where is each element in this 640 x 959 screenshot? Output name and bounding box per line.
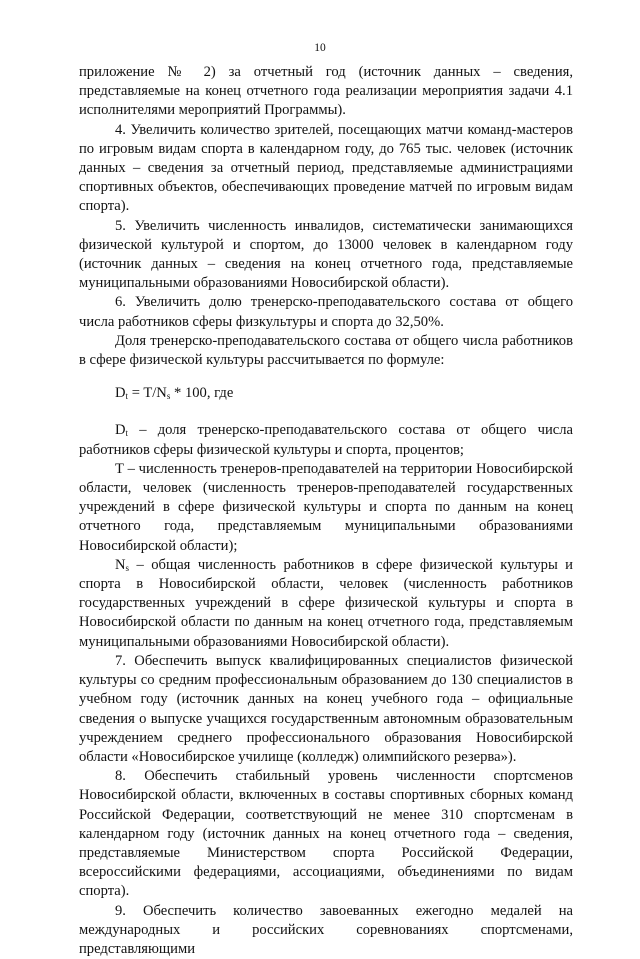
formula-d-subscript: t bbox=[125, 391, 129, 402]
definition-n-text: – общая численность работников в сфере физической культуры и спорта в Новосибирской области, человек (численность работников государственных учреждений в сфере физической культуры и спорта в Новосибирской области по данным на конец отчетного года, представляемым муниципальными образованиями Новосибирской области). bbox=[79, 556, 573, 650]
paragraph-definition-d bbox=[79, 421, 573, 459]
document-body bbox=[79, 0, 573, 959]
var-d: D bbox=[115, 422, 126, 439]
paragraph-item-9: 9. Обеспечить количество завоеванных ежегодно медалей на международных и российских соревнованиях спортсменами, представляющими bbox=[79, 902, 573, 957]
paragraph-item-5: 5. Увеличить численность инвалидов, систематически занимающихся физической культурой и спортом, до 13000 человек в календарном году (источник данных – сведения на конец отчетного года, представляемые муниципальными образованиями Новосибирской области). bbox=[79, 217, 573, 292]
formula-n-subscript: s bbox=[166, 391, 171, 402]
paragraph-item-7: 7. Обеспечить выпуск квалифицированных специалистов физической культуры со средним профессиональным образованием до 130 специалистов в учебном году (источник данных на конец учебного года – официальные сведения о выпуске учащихся государственным автономным образовательным учреждением среднего профессионального образования Новосибирской области «Новосибирское училище (колледж) олимпийского резерва»). bbox=[79, 652, 573, 765]
formula-d: D bbox=[115, 385, 126, 402]
definition-d-text: – доля тренерско-преподавательского состава от общего числа работников сферы физической культуры и спорта, процентов; bbox=[79, 422, 573, 458]
paragraph-item-6: 6. Увеличить долю тренерско-преподавательского состава от общего числа работников сферы физкультуры и спорта до 32,50%. bbox=[79, 294, 573, 330]
var-d-subscript: t bbox=[125, 428, 129, 439]
paragraph-formula-intro: Доля тренерско-преподавательского состава от общего числа работников в сфере физической культуры рассчитывается по формуле: bbox=[79, 332, 573, 369]
paragraph-definition-t: Т – численность тренеров-преподавателей на территории Новосибирской области, человек (численность тренеров-преподавателей государственных учреждений в сфере физической культуры и спорта по данным на конец отчетного года, представляемым муниципальными образованиями Новосибирской области); bbox=[79, 460, 573, 554]
paragraph-definition-n bbox=[79, 556, 573, 652]
paragraph-item-4: 4. Увеличить количество зрителей, посещающих матчи команд-мастеров по игровым видам спорта в календарном году, до 765 тыс. человек (источник данных – сведения за отчетный период, представляемые администрациями спортивных объектов, обеспечивающих проведение матчей по игровым видам спорта). bbox=[79, 121, 573, 215]
var-n-subscript: s bbox=[125, 562, 130, 573]
paragraph-continuation: приложение № 2) за отчетный год (источник данных – сведения, представляемые на конец отчетного года реализации мероприятия задачи 4.1 исполнителями мероприятий Программы). bbox=[79, 64, 573, 119]
formula-tail: * 100, где bbox=[170, 385, 234, 402]
page-number: 10 bbox=[314, 42, 326, 54]
paragraph-item-8: 8. Обеспечить стабильный уровень численности спортсменов Новосибирской области, включенных в составы спортивных сборных команд Российской Федерации, соответствующий не менее 310 спортсменам в календарном году (источник данных на конец отчетного года – сведения, представляемые Министерством спорта Российской Федерации, всероссийскими федерациями, ассоциациями, объединениями по видам спорта). bbox=[79, 768, 573, 900]
var-n: N bbox=[115, 556, 126, 573]
formula-line bbox=[79, 384, 573, 403]
formula-equals: = T/N bbox=[128, 385, 167, 402]
